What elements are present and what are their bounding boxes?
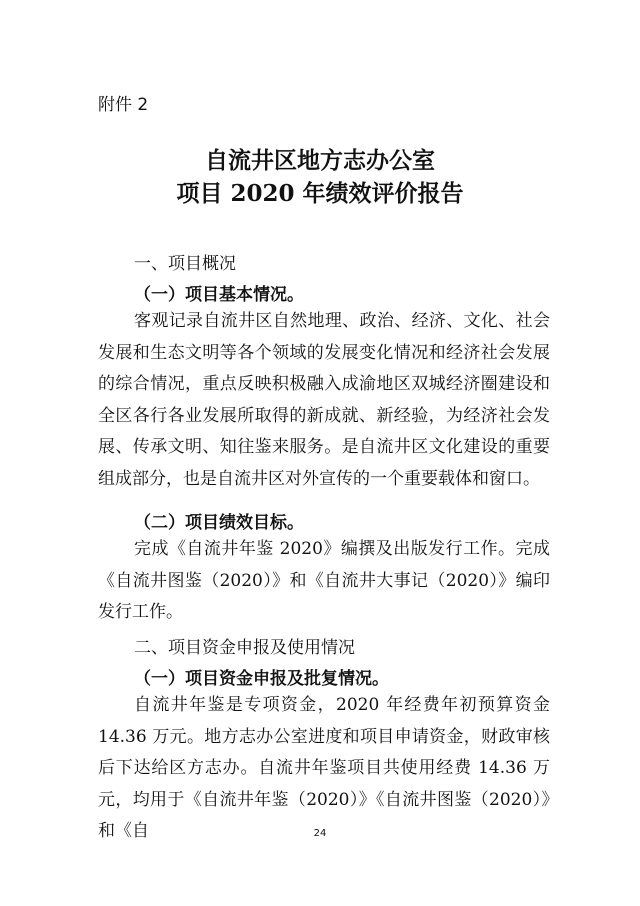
attachment-label: 附件 2 xyxy=(98,95,149,115)
section-heading-funding: 二、项目资金申报及使用情况 xyxy=(134,638,355,658)
report-title-line-2: 项目 2020 年绩效评价报告 xyxy=(176,180,464,207)
subsection-heading-basic-info: （一）项目基本情况。 xyxy=(134,285,304,305)
subsection-heading-funding-approval: （一）项目资金申报及批复情况。 xyxy=(134,669,389,689)
page-number: 24 xyxy=(313,828,327,839)
subsection-heading-performance-goals: （二）项目绩效目标。 xyxy=(134,513,304,533)
paragraph-basic-info: 客观记录自流井区自然地理、政治、经济、文化、社会发展和生态文明等各个领域的发展变化情况和经济社会发展的综合情况，重点反映积极融入成渝地区双城经济圈建设和全区各行各业发展所取得的新成就、新经验，为经济社会发展、传承文明、知往鉴来服务。是自流井区文化建设的重要组成部分，也是自流井区对外宣传的一个重要载体和窗口。 xyxy=(98,311,550,489)
section-heading-overview: 一、项目概况 xyxy=(134,254,236,274)
report-title-line-1: 自流井区地方志办公室 xyxy=(205,147,435,174)
paragraph-performance-goals: 完成《自流井年鉴 2020》编撰及出版发行工作。完成《自流井图鉴（2020）》和《自流井大事记（2020）》编印发行工作。 xyxy=(98,539,550,622)
paragraph-funding-approval: 自流井年鉴是专项资金，2020 年经费年初预算资金 14.36 万元。地方志办公室进度和项目申请资金，财政审核后下达给区方志办。自流井年鉴项目共使用经费 14.36 万元，均用于《自流井年鉴（2020）》《自流井图鉴（2020）》和《自 xyxy=(98,695,550,841)
